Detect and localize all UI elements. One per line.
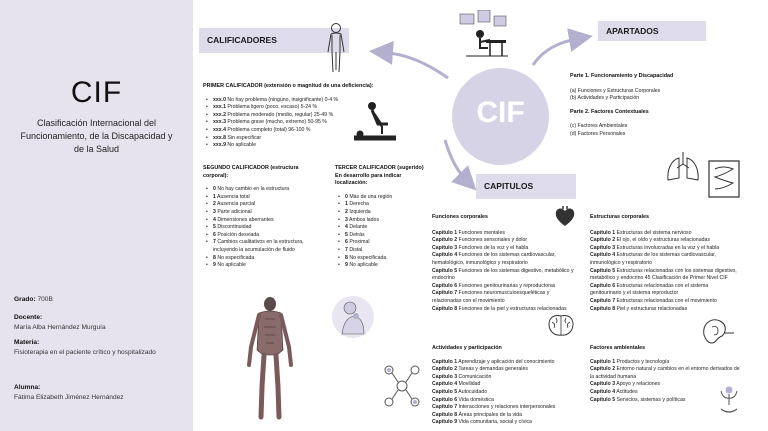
funciones-item-code: Capítulo 7 [432,290,458,297]
primer-item-text: No hay problema (ninguno, insignificante) 0-4 % [225,96,339,103]
actividades-item-code: Capítulo 7 [432,404,458,411]
ambientales-item-text: Entorno natural y cambios en el entorno derivados de la actividad humana [590,366,740,380]
estructuras-item-text: Estructuras relacionadas con el sistema genitourinario y el sistema reproductor [590,282,709,297]
segundo-item [206,217,313,225]
segundo-calificador [203,165,313,270]
estructuras-title: Estructuras corporales [590,214,650,220]
estructuras-item-text: Estructuras involucradas en la voz y el habla [615,244,720,251]
sidebar [0,0,193,431]
cif-logo: CIF [476,96,525,129]
materia-block [14,338,184,358]
estructuras-list [590,230,740,314]
segundo-item-text: No especificada [215,254,255,261]
actividades-item-text: Autocuidado [457,388,488,395]
capitulos-header: CAPITULOS [476,174,576,199]
actividades-item-code: Capítulo 9 [432,419,458,426]
funciones-item-text: Funciones genitourinarias y reproductoras [457,282,556,289]
segundo-item [206,262,313,270]
parte2-title: Parte 2. Factores Contextuales [570,108,649,115]
actividades-item-text: Tareas y demandas generales [457,366,528,373]
segundo-item [206,186,313,194]
ambientales-item-text: Servicios, sistemas y políticas [615,396,686,403]
funciones-item [432,237,578,245]
funciones-item-text: Funciones sensoriales y dolor [457,237,528,244]
docente-label: Docente: [14,314,43,321]
ambientales-item-code: Capítulo 1 [590,358,616,365]
actividades-item-text: Aprendizaje y aplicación del conocimiento [457,358,555,365]
parte1-a: (a) Funciones y Estructuras Corporales [570,87,661,94]
actividades-item-code: Capítulo 2 [432,366,458,373]
actividades-item-code: Capítulo 3 [432,373,458,380]
estructuras-item [590,283,740,298]
funciones-item [432,306,578,314]
actividades-item [432,397,582,405]
person-desk-icon [456,10,512,58]
primer-item-text: Problema grave (mucho, extremo) 50-95 % [225,119,327,126]
actividades-item [432,381,582,389]
actividades-item [432,389,582,397]
funciones-item [432,252,578,267]
actividades-item-text: Movilidad [457,381,481,388]
ear-icon [698,315,736,345]
segundo-item-text: Posición desviada [215,231,260,238]
ambientales-item-text: Productos y tecnología [615,358,670,365]
estructuras-item-code: Capítulo 3 [590,244,616,251]
arrow-apartados [533,38,581,65]
segundo-item-code: 9 [213,262,216,269]
actividades-item-code: Capítulo 8 [432,411,458,418]
segundo-item-text: No aplicable [215,262,246,269]
human-outline-icon [322,22,350,74]
tercer-item-code: 1 [345,201,348,208]
tercer-title: TERCER CALIFICADOR (sugerido) En desarrollo para indicar localización: [335,165,424,187]
tercer-item-code: 6 [345,239,348,246]
segundo-item-code: 5 [213,224,216,231]
estructuras-item-text: El ojo, el oído y estructuras relacionadas [615,237,710,244]
segundo-item-code: 0 [213,186,216,193]
actividades-item [432,359,582,367]
segundo-item-code: 2 [213,201,216,208]
actividades-item [432,404,582,412]
primer-item-text: No aplicable [225,142,256,149]
primer-item-code: xxx.3 [213,119,226,126]
funciones-item-text: Funciones de los sistemas digestivo, metabólico y endocrino [432,267,574,282]
estructuras-item-code: Capítulo 5 [590,267,616,274]
ambientales-item [590,366,740,381]
cpr-icon [352,100,404,144]
ambientales-title: Factores ambientales [590,345,646,351]
parte1-b: (b) Actividades y Participación [570,95,640,102]
heart-icon [553,205,577,229]
tercer-item-code: 7 [345,246,348,253]
docente-block [14,313,184,333]
funciones-item-code: Capítulo 6 [432,282,458,289]
estructuras-item [590,245,740,253]
segundo-item [206,232,313,240]
estructuras-item-code: Capítulo 8 [590,305,616,312]
actividades-item-text: Vida doméstica [457,396,494,403]
lungs-icon [665,150,701,184]
actividades-title: Actividades y participación [432,345,502,351]
actividades-item-code: Capítulo 4 [432,381,458,388]
funciones-item-code: Capítulo 8 [432,305,458,312]
ambientales-item-text: Actitudes [615,388,638,395]
tercer-list [338,194,425,270]
segundo-item-code: 3 [213,208,216,215]
ambientales-item-code: Capítulo 5 [590,396,616,403]
apartados-content [570,73,740,139]
funciones-item [432,230,578,238]
tercer-item-text: No especificada [347,254,387,261]
primer-item-text: Problema ligero (poco, escaso) 5-24 % [225,104,318,111]
estructuras-item-code: Capítulo 1 [590,229,616,236]
grado-value: 700B [37,296,53,303]
funciones-item-text: Funciones mentales [457,229,505,236]
tercer-item-text: Más de una región [347,193,393,200]
segundo-item-code: 4 [213,216,216,223]
primer-title: PRIMER CALIFICADOR (extensión o magnitud de una deficiencia): [203,83,374,89]
funciones-item [432,268,578,283]
parte2-c: (c) Factores Ambientales [570,123,628,130]
funciones-item-code: Capítulo 2 [432,237,458,244]
estructuras-block [590,214,740,313]
primer-item-text: Sin especificar [225,134,262,141]
segundo-item [206,201,313,209]
alumna-value: Fátima Elizabeth Jiménez Hernández [14,394,124,401]
funciones-item-text: Funciones neuromusculoesqueléticas y relacionadas con el movimiento [432,290,550,304]
tercer-item-text: Izquierda [347,208,371,215]
funciones-item [432,283,578,291]
estructuras-item [590,237,740,245]
funciones-item-code: Capítulo 3 [432,244,458,251]
tercer-item-text: Ambos lados [347,216,380,223]
grado-label: Grado: [14,296,36,303]
estructuras-item-code: Capítulo 7 [590,297,616,304]
alumna-block [14,383,184,403]
person-hands-icon [717,385,741,415]
funciones-item-text: Funciones de la piel y estructuras relacionadas [457,305,567,312]
segundo-item [206,224,313,232]
tercer-item-code: 2 [345,208,348,215]
brain-icon [546,313,576,339]
tercer-item [338,224,425,232]
parte1-title: Parte 1. Funcionamiento y Discapacidad [570,73,674,79]
actividades-item [432,366,582,374]
parte2-d: (d) Factores Personales [570,130,626,137]
actividades-item-text: Interacciones y relaciones interpersonales [457,404,556,411]
funciones-item-code: Capítulo 5 [432,267,458,274]
actividades-item-text: Vida comunitaria, social y cívica [457,419,532,426]
tercer-item-code: 4 [345,224,348,231]
estructuras-item-text: Piel y estructuras relacionadas [615,305,688,312]
segundo-item-code: 7 [213,239,216,246]
segundo-item-text: Cambios cualitativos en la estructura, incluyendo la acumulación de fluido [213,239,304,253]
arrow-calificadores [381,52,448,78]
intestine-icon [703,155,745,203]
segundo-item-text: Ausencia parcial [215,201,256,208]
actividades-item-code: Capítulo 1 [432,358,458,365]
ambientales-item-text: Apoyo y relaciones [615,381,661,388]
cif-title: CIF [70,76,123,109]
actividades-item-text: Áreas principales de la vida [457,411,522,418]
tercer-item [338,194,425,202]
ambientales-item-code: Capítulo 4 [590,388,616,395]
actividades-block [432,345,582,427]
actividades-item-code: Capítulo 5 [432,388,458,395]
segundo-item-code: 8 [213,254,216,261]
funciones-item-text: Funciones de los sistemas cardiovascular, hematológico, inmunológico y respiratorio [432,252,556,266]
tercer-item-code: 8 [345,254,348,261]
ambientales-item-code: Capítulo 3 [590,381,616,388]
neck-pain-icon [330,294,376,340]
tercer-item [338,262,425,270]
segundo-list [206,186,313,270]
segundo-item-text: No hay cambio en la estructura [215,186,290,193]
primer-item-code: xxx.0 [213,96,226,103]
segundo-title: SEGUNDO CALIFICADOR (estructura corporal): [203,165,299,179]
funciones-item-code: Capítulo 4 [432,252,458,259]
tercer-item-code: 5 [345,231,348,238]
tercer-item-text: Delante [347,224,368,231]
actividades-item-code: Capítulo 6 [432,396,458,403]
primer-item-text: Problema moderado (medio, regular) 25-49 % [225,111,334,118]
segundo-item-code: 6 [213,231,216,238]
segundo-item-code: 1 [213,193,216,200]
tercer-item [338,201,425,209]
grado-block [14,295,184,305]
estructuras-item [590,252,740,267]
segundo-item [206,209,313,217]
tercer-calificador [335,165,425,270]
tercer-item [338,232,425,240]
estructuras-item-code: Capítulo 4 [590,252,616,259]
estructuras-item-text: Estructuras relacionadas con los sistemas digestivo, metabólico y endocrino 45 Clasificación de Primer Nivel CIF [590,267,737,282]
funciones-item-text: Funciones de la voz y el habla [457,244,529,251]
estructuras-item [590,268,740,283]
tercer-item [338,255,425,263]
cif-subtitle: Clasificación Internacional del Funcionamiento, de la Discapacidad y de la Salud [20,118,173,154]
primer-item-text: Problema completo (total) 96-100 % [225,126,311,133]
tercer-item-text: Proximal [347,239,370,246]
ambientales-item-code: Capítulo 2 [590,366,616,373]
materia-label: Materia: [14,339,40,346]
funciones-item [432,290,578,305]
segundo-item [206,239,313,254]
tercer-item-text: Detrás [347,231,365,238]
actividades-item [432,374,582,382]
estructuras-item-code: Capítulo 6 [590,282,616,289]
tercer-item-code: 3 [345,216,348,223]
actividades-list [432,359,582,427]
estructuras-item [590,306,740,314]
segundo-item-text: Dimensiones aberrantes [215,216,274,223]
anatomy-icon [245,295,295,423]
estructuras-item [590,298,740,306]
primer-item-code: xxx.4 [213,126,226,133]
tercer-item [338,239,425,247]
docente-value: María Alba Hernández Murguía [14,324,106,331]
ambientales-item [590,359,740,367]
actividades-item [432,419,582,427]
alumna-label: Alumna: [14,384,41,391]
estructuras-item [590,230,740,238]
tercer-item-text: No aplicable [347,262,378,269]
estructuras-item-text: Estructuras de los sistemas cardiovascular, inmunológico y respiratorio [590,252,716,266]
estructuras-item-text: Estructuras del sistema nervioso [615,229,692,236]
primer-item-code: xxx.9 [213,142,226,149]
tercer-item-code: 0 [345,193,348,200]
materia-value: Fisioterapia en el paciente crítico y hospitalizado [14,349,156,356]
apartados-header: APARTADOS [598,21,706,41]
actividades-item-text: Comunicación [457,373,492,380]
segundo-item [206,255,313,263]
estructuras-item-text: Estructuras relacionadas con el movimiento [615,297,717,304]
primer-item-code: xxx.8 [213,134,226,141]
funciones-list [432,230,578,314]
tercer-item [338,247,425,255]
funciones-item [432,245,578,253]
tercer-item-text: Distal [347,246,363,253]
people-network-icon [382,362,422,410]
tercer-item-code: 9 [345,262,348,269]
segundo-item-text: Parte adicional [215,208,252,215]
actividades-item [432,412,582,420]
primer-item-code: xxx.1 [213,104,226,111]
segundo-item-text: Ausencia total [215,193,250,200]
primer-item-code: xxx.2 [213,111,226,118]
segundo-item-text: Discontinuidad [215,224,252,231]
estructuras-item-code: Capítulo 2 [590,237,616,244]
tercer-item [338,209,425,217]
funciones-item-code: Capítulo 1 [432,229,458,236]
funciones-title: Funciones corporales [432,214,489,220]
tercer-item-text: Derecha [347,201,369,208]
calificadores-header: CALIFICADORES [199,28,349,53]
segundo-item [206,194,313,202]
tercer-item [338,217,425,225]
